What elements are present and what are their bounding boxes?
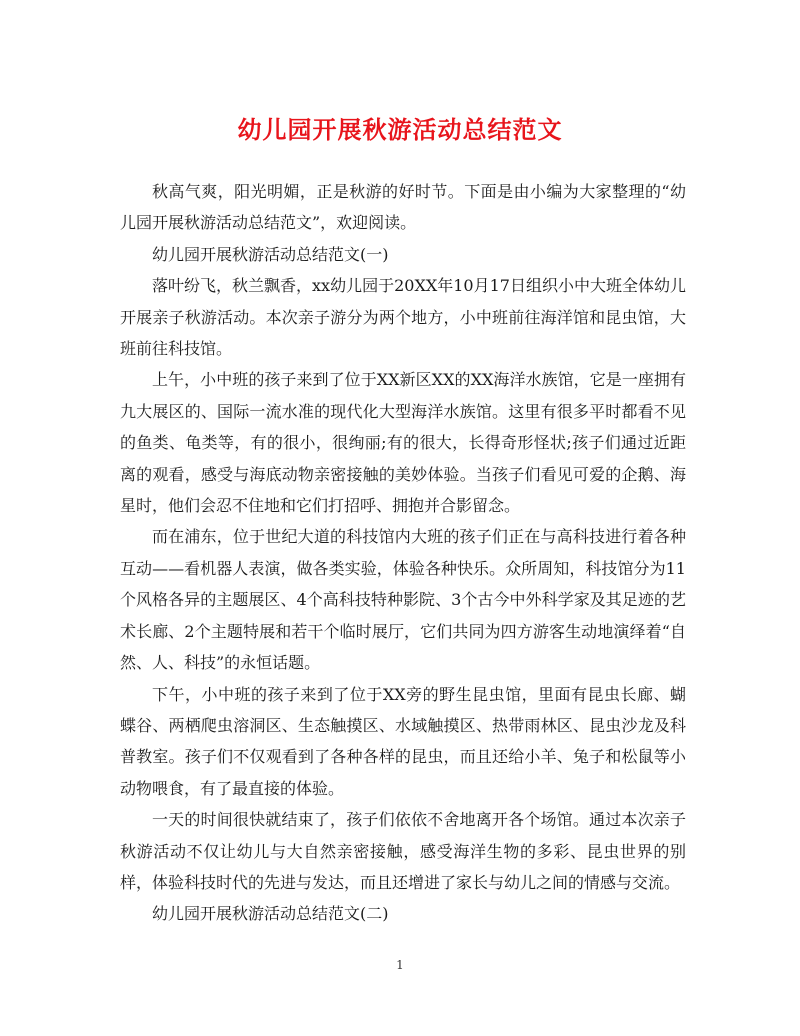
paragraph-afternoon-insects: 下午，小中班的孩子来到了位于XX旁的野生昆虫馆，里面有昆虫长廊、蝴蝶谷、两栖爬虫溶洞区、生态触摸区、水域触摸区、热带雨林区、昆虫沙龙及科普教室。孩子们不仅观看到了各种各样的昆虫，而且还给小羊、兔子和松鼠等小动物喂食，有了最直接的体验。 [120,684,686,798]
paragraph-morning-aquarium: 上午，小中班的孩子来到了位于XX新区XX的XX海洋水族馆，它是一座拥有九大展区的、国际一流水准的现代化大型海洋水族馆。这里有很多平时都看不见的鱼类、龟类等，有的很小，很绚丽;有的很大，长得奇形怪状;孩子们通过近距离的观看，感受与海底动物亲密接触的美妙体验。当孩子们看见可爱的企鹅、海星时，他们会忍不住地和它们打招呼、拥抱并合影留念。 [120,370,686,516]
page-number: 1 [396,958,404,972]
section-heading-2: 幼儿园开展秋游活动总结范文(二) [152,904,389,924]
section-heading-1: 幼儿园开展秋游活动总结范文(一) [152,244,389,264]
intro-paragraph: 秋高气爽，阳光明媚，正是秋游的好时节。下面是由小编为大家整理的“幼儿园开展秋游活动总结范文”，欢迎阅读。 [120,182,686,233]
document-title: 幼儿园开展秋游活动总结范文 [237,115,563,144]
paragraph-science-museum: 而在浦东，位于世纪大道的科技馆内大班的孩子们正在与高科技进行着各种互动——看机器人表演，做各类实验，体验各种快乐。众所周知，科技馆分为11个风格各异的主题展区、4个高科技特种影院、3个古今中外科学家及其足迹的艺术长廊、2个主题特展和若干个临时展厅，它们共同为四方游客生动地演绎着“自然、人、科技”的永恒话题。 [120,527,686,673]
paragraph-autumn-outing: 落叶纷飞，秋兰飘香，xx幼儿园于20XX年10月17日组织小中大班全体幼儿开展亲子秋游活动。本次亲子游分为两个地方，小中班前往海洋馆和昆虫馆，大班前往科技馆。 [120,276,686,359]
paragraph-conclusion: 一天的时间很快就结束了，孩子们依依不舍地离开各个场馆。通过本次亲子秋游活动不仅让幼儿与大自然亲密接触，感受海洋生物的多彩、昆虫世界的别样，体验科技时代的先进与发达，而且还增进了家长与幼儿之间的情感与交流。 [120,810,686,892]
document-body [120,176,686,930]
